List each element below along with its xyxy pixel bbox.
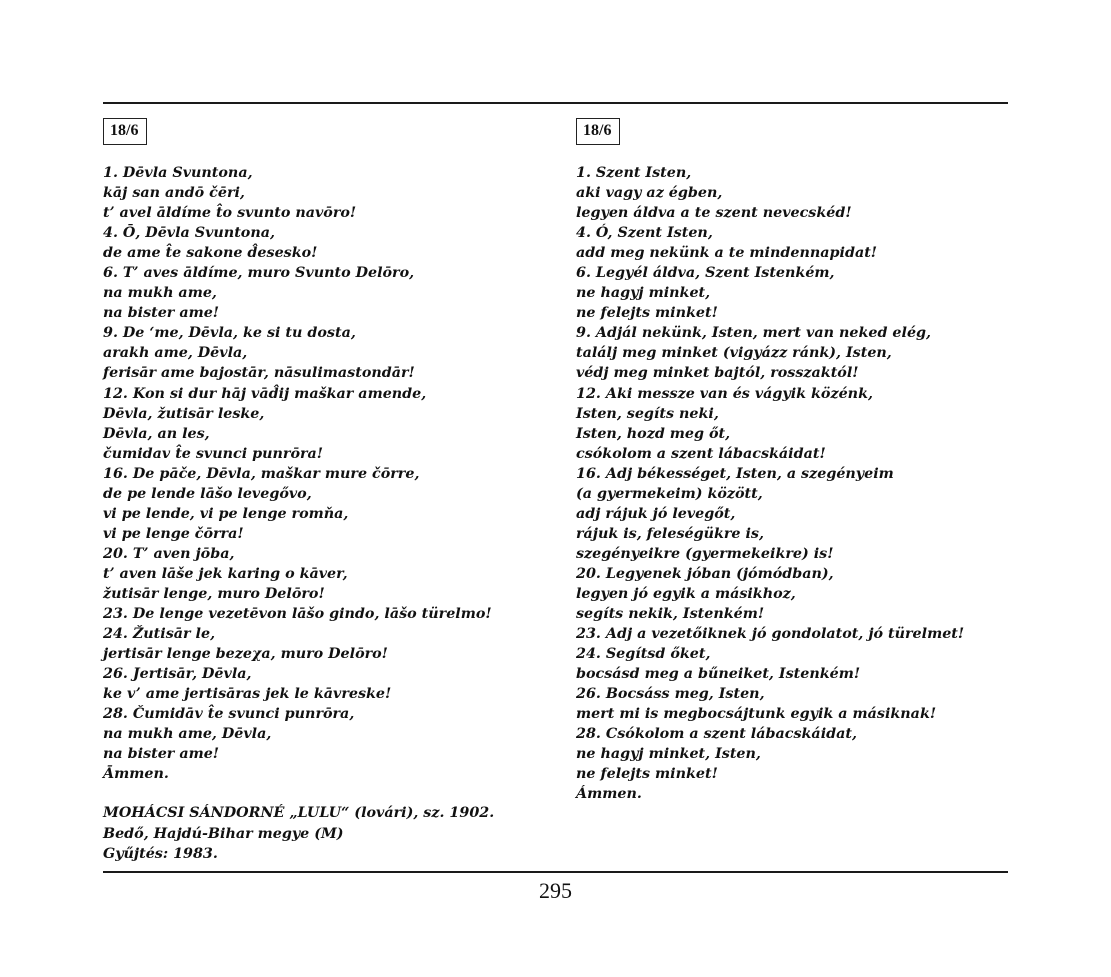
verse-line: t’ avel āldíme t̂o svunto navōro! (103, 205, 357, 222)
verse-line: 16. Adj békességet, Isten, a szegényeim (576, 465, 894, 482)
footnote-line: Gyűjtés: 1983. (103, 845, 218, 862)
verse-line: 12. Kon si dur hāj vād̂ij maškar amende, (103, 385, 427, 402)
verse-lines (103, 163, 543, 784)
verse-line: 24. Žutisār le, (103, 626, 216, 643)
verse-line: 4. Ó, Szent Isten, (576, 225, 713, 242)
verse-line: add meg nekünk a te mindennapidat! (576, 245, 878, 262)
verse-line: 23. De lenge vezetēvon lāšo gindo, lāšo türelmo! (103, 606, 492, 623)
verse-line: találj meg minket (vigyázz ránk), Isten, (576, 345, 892, 362)
verse-line: mert mi is megbocsájtunk egyik a másiknak! (576, 706, 937, 723)
verse-line: ne hagyj minket, (576, 285, 711, 302)
verse-line: bocsásd meg a bűneiket, Istenkém! (576, 666, 861, 683)
verse-line: 6. Legyél áldva, Szent Istenkém, (576, 265, 835, 282)
verse-line: 23. Adj a vezetőiknek jó gondolatot, jó türelmet! (576, 626, 965, 643)
verse-line: vi pe lenge čōrra! (103, 525, 244, 542)
hungarian-translation-column (576, 118, 1008, 805)
verse-line: 6. T’ aves āldíme, muro Svunto Delōro, (103, 265, 415, 282)
verse-line: 20. T’ aven jōba, (103, 545, 235, 562)
verse-line: ne felejts minket! (576, 766, 718, 783)
top-rule (103, 102, 1008, 104)
song-number-tag: 18/6 (103, 118, 147, 145)
verse-line: jertisār lenge bezeχa, muro Delōro! (103, 646, 388, 663)
source-footnote (103, 803, 543, 863)
verse-line: na mukh ame, Dēvla, (103, 726, 272, 743)
verse-line: szegényeikre (gyermekeikre) is! (576, 545, 834, 562)
verse-line: de pe lende lāšo levegővo, (103, 485, 312, 502)
verse-line: 4. Ō, Dēvla Svuntona, (103, 225, 275, 242)
verse-line: 1. Szent Isten, (576, 165, 692, 181)
verse-line: legyen jó egyik a másikhoz, (576, 585, 796, 602)
song-number-tag: 18/6 (576, 118, 620, 145)
verse-line: 24. Segítsd őket, (576, 646, 711, 663)
verse-line: 26. Jertisār, Dēvla, (103, 666, 252, 683)
verse-line: ke v’ ame jertisāras jek le kāvreske! (103, 686, 392, 703)
verse-line: 1. Dēvla Svuntona, (103, 165, 253, 181)
verse-line: na mukh ame, (103, 285, 217, 302)
verse-line: védj meg minket bajtól, rosszaktól! (576, 365, 859, 382)
verse-lines (576, 163, 1008, 805)
verse-line: aki vagy az égben, (576, 185, 723, 202)
verse-line: kāj san andō čēri, (103, 185, 245, 202)
verse-line: ne hagyj minket, Isten, (576, 746, 761, 763)
verse-line: ferisār ame bajostār, nāsulimastondār! (103, 365, 415, 382)
verse-line: žutisār lenge, muro Delōro! (103, 585, 325, 602)
page-number: 295 (539, 878, 572, 903)
verse-line: 9. Adjál nekünk, Isten, mert van neked elég, (576, 325, 932, 342)
footnote-line: MOHÁCSI SÁNDORNÉ „LULU“ (lovári), sz. 1902. (103, 805, 495, 822)
verse-line: 12. Aki messze van és vágyik közénk, (576, 385, 873, 402)
verse-line: 20. Legyenek jóban (jómódban), (576, 565, 834, 582)
verse-line: de ame t̂e sakone d̂esesko! (103, 245, 318, 262)
verse-line: 26. Bocsáss meg, Isten, (576, 686, 765, 703)
verse-line: 28. Čumidāv t̂e svunci punrōra, (103, 706, 355, 723)
romani-text-column (103, 118, 543, 864)
verse-line: Dēvla, žutisār leske, (103, 405, 265, 422)
verse-line: rájuk is, feleségükre is, (576, 525, 764, 542)
bottom-rule (103, 871, 1008, 873)
verse-line: ne felejts minket! (576, 305, 718, 322)
verse-line: (a gyermekeim) között, (576, 485, 763, 502)
verse-line: 16. De pāče, Dēvla, maškar mure čōrre, (103, 465, 420, 482)
verse-line: t’ aven lāše jek karing o kāver, (103, 565, 348, 582)
verse-line: vi pe lende, vi pe lenge romňa, (103, 505, 349, 522)
verse-line: Isten, hozd meg őt, (576, 425, 731, 442)
verse-line: Isten, segíts neki, (576, 405, 719, 422)
verse-line: segíts nekik, Istenkém! (576, 606, 765, 623)
verse-line: Dēvla, an les, (103, 425, 210, 442)
verse-line: csókolom a szent lábacskáidat! (576, 445, 826, 462)
verse-line: na bister ame! (103, 746, 220, 763)
verse-line: 9. De ‘me, Dēvla, ke si tu dosta, (103, 325, 356, 342)
verse-line: čumidav t̂e svunci punrōra! (103, 445, 324, 462)
verse-line: arakh ame, Dēvla, (103, 345, 248, 362)
verse-line: Āmmen. (103, 766, 169, 783)
verse-line: legyen áldva a te szent nevecskéd! (576, 205, 852, 222)
verse-line: adj rájuk jó levegőt, (576, 505, 736, 522)
verse-line: na bister ame! (103, 305, 220, 322)
verse-line: 28. Csókolom a szent lábacskáidat, (576, 726, 857, 743)
verse-line: Ámmen. (576, 786, 642, 803)
footnote-line: Bedő, Hajdú-Bihar megye (M) (103, 825, 344, 842)
